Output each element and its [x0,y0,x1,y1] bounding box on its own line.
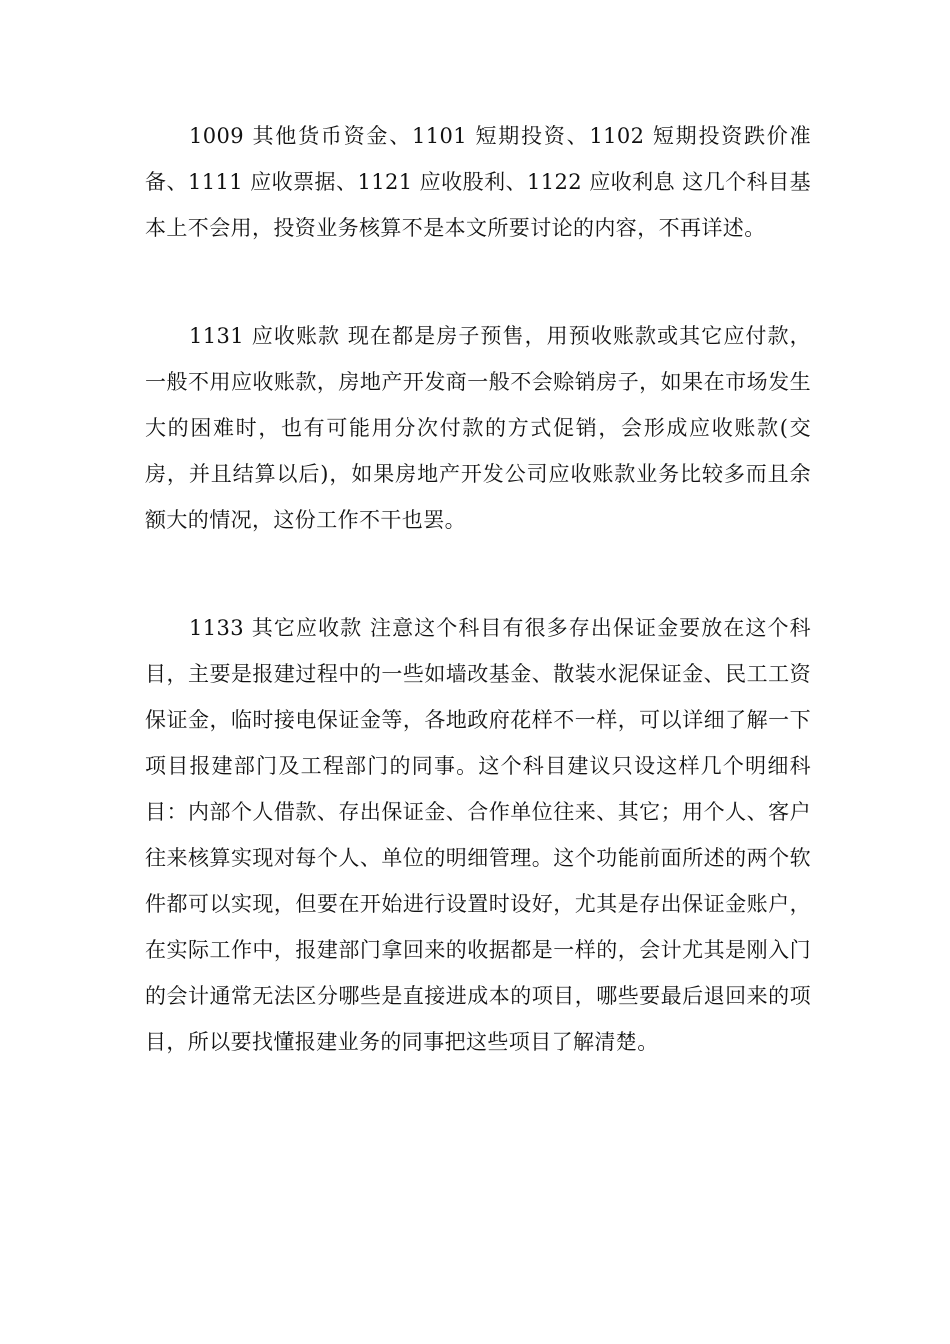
paragraph-accounts-receivable: 1131 应收账款 现在都是房子预售，用预收账款或其它应付款，一般不用应收账款，房地产开发商一般不会赊销房子，如果在市场发生大的困难时，也有可能用分次付款的方式促销，会形成应收账款(交房，并且结算以后)，如果房地产开发公司应收账款业务比较多而且余额大的情况，这份工作不干也罢。 [145,324,811,532]
paragraph-short-term-accounts: 1009 其他货币资金、1101 短期投资、1102 短期投资跌价准备、1111 应收票据、1121 应收股利、1122 应收利息 这几个科目基本上不会用，投资业务核算不是本文所要讨论的内容，不再详述。 [145,124,811,240]
paragraph-other-receivables: 1133 其它应收款 注意这个科目有很多存出保证金要放在这个科目，主要是报建过程中的一些如墙改基金、散装水泥保证金、民工工资保证金，临时接电保证金等，各地政府花样不一样，可以详细了解一下项目报建部门及工程部门的同事。这个科目建议只设这样几个明细科目：内部个人借款、存出保证金、合作单位往来、其它；用个人、客户往来核算实现对每个人、单位的明细管理。这个功能前面所述的两个软件都可以实现，但要在开始进行设置时设好，尤其是存出保证金账户，在实际工作中，报建部门拿回来的收据都是一样的，会计尤其是刚入门的会计通常无法区分哪些是直接进成本的项目，哪些要最后退回来的项目，所以要找懂报建业务的同事把这些项目了解清楚。 [145,616,811,1054]
